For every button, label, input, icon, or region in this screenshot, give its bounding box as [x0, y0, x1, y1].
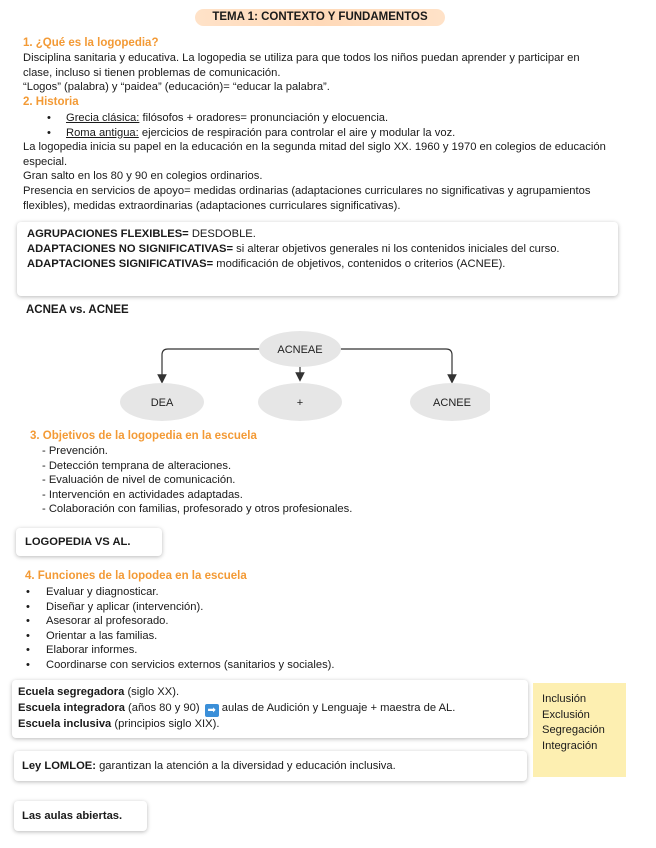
list-item: • Diseñar y aplicar (intervención). — [26, 600, 204, 613]
open-classrooms-box: Las aulas abiertas. — [14, 801, 147, 831]
list-item: - Prevención. — [42, 445, 108, 457]
objectives-list — [42, 444, 562, 517]
node-acnee-label: ACNEE — [433, 397, 471, 409]
node-acneae-label: ACNEAE — [277, 344, 323, 356]
acnea-heading: ACNEA vs. ACNEE — [26, 304, 129, 316]
section-1-paragraph: Disciplina sanitaria y educativa. La logopedia se utiliza para que todos los niños puedan aprender y participar en clase, incluso si tienen problemas de comunicación. — [23, 52, 580, 79]
list-item: • Orientar a las familias. — [26, 629, 158, 642]
definition: garantizan la atención a la diversidad y educación inclusiva. — [95, 760, 396, 772]
section-2-body — [23, 111, 613, 213]
bullet-term: Roma antigua: — [66, 126, 139, 139]
section-2-heading: 2. Historia — [23, 96, 79, 108]
term: Ley LOMLOE: — [22, 760, 96, 772]
definition: (siglo XX). — [124, 686, 180, 698]
note-item: Integración — [542, 739, 598, 752]
list-item: - Colaboración con familias, profesorado y otros profesionales. — [42, 503, 353, 516]
list-item: • Coordinarse con servicios externos (sanitarios y sociales). — [26, 658, 335, 671]
section-3-heading: 3. Objetivos de la logopedia en la escuela — [30, 430, 257, 442]
definition: (principios siglo XIX). — [111, 717, 220, 730]
term: ADAPTACIONES NO SIGNIFICATIVAS= — [27, 243, 234, 255]
definition: aulas de Audición y Lenguaje + maestra de AL. — [218, 701, 456, 714]
connector-right — [340, 349, 452, 379]
list-item: - Evaluación de nivel de comunicación. — [42, 474, 236, 487]
term: Escuela inclusiva — [18, 717, 112, 730]
note-item: Segregación — [542, 724, 605, 736]
arrow-right-icon: ➡ — [205, 704, 219, 717]
note-item: Inclusión — [542, 693, 587, 705]
node-dea-label: DEA — [150, 397, 174, 409]
functions-list — [23, 585, 543, 673]
history-paragraph: Presencia en servicios de apoyo= medidas ordinarias (adaptaciones curriculares no significativas y agrupamientos flexibles), medidas extraordinarias (adaptaciones curriculares significativas). — [23, 184, 591, 212]
bullet-text: ejercicios de respiración para controlar el aire y modular la voz. — [138, 126, 456, 139]
sticky-note — [533, 683, 626, 777]
list-item: • Roma antigua: ejercicios de respiración para controlar el aire y modular la voz. — [47, 126, 456, 139]
logopedia-vs-al-box: LOGOPEDIA VS AL. — [16, 528, 162, 556]
list-item: • Asesorar al profesorado. — [26, 615, 169, 628]
bullet-text: filósofos + oradores= pronunciación y elocuencia. — [139, 112, 389, 124]
term: Escuela integradora — [18, 701, 125, 714]
lomloe-box — [14, 751, 527, 781]
section-1-body — [23, 51, 608, 95]
connector-left — [162, 349, 260, 379]
list-item: - Intervención en actividades adaptadas. — [42, 488, 243, 501]
note-item: Exclusión — [542, 708, 590, 721]
term: ADAPTACIONES SIGNIFICATIVAS= — [27, 258, 214, 270]
bullet-term: Grecia clásica: — [66, 112, 140, 124]
definition: DESDOBLE. — [188, 228, 256, 240]
list-item: - Detección temprana de alteraciones. — [42, 459, 232, 472]
term: Ecuela segregadora — [18, 686, 125, 698]
node-plus-label: + — [296, 397, 304, 409]
list-item: • Elaborar informes. — [26, 644, 138, 657]
acneae-diagram — [110, 322, 490, 432]
history-paragraph: La logopedia inicia su papel en la educación en la segunda mitad del siglo XX. 1960 y 1970 en colegios de educación especial. — [23, 141, 606, 168]
section-4-heading: 4. Funciones de la lopodea en la escuela — [25, 570, 247, 582]
adaptations-box — [17, 222, 618, 296]
list-item: • Evaluar y diagnosticar. — [26, 586, 159, 598]
definition: si alterar objetivos generales ni los contenidos iniciales del curso. — [233, 243, 560, 255]
term: AGRUPACIONES FLEXIBLES= — [27, 228, 189, 240]
school-types-box — [12, 680, 528, 738]
section-1-etymology: “Logos” (palabra) y “paidea” (educación)= “educar la palabra”. — [23, 81, 330, 94]
section-1-heading: 1. ¿Qué es la logopedia? — [23, 37, 159, 49]
page-title: TEMA 1: CONTEXTO Y FUNDAMENTOS — [195, 9, 445, 26]
definition: (años 80 y 90) — [124, 701, 200, 714]
definition: modificación de objetivos, contenidos o criterios (ACNEE). — [213, 258, 506, 270]
list-item: • Grecia clásica: filósofos + oradores= pronunciación y elocuencia. — [47, 112, 389, 124]
history-paragraph: Gran salto en los 80 y 90 en colegios ordinarios. — [23, 170, 263, 183]
